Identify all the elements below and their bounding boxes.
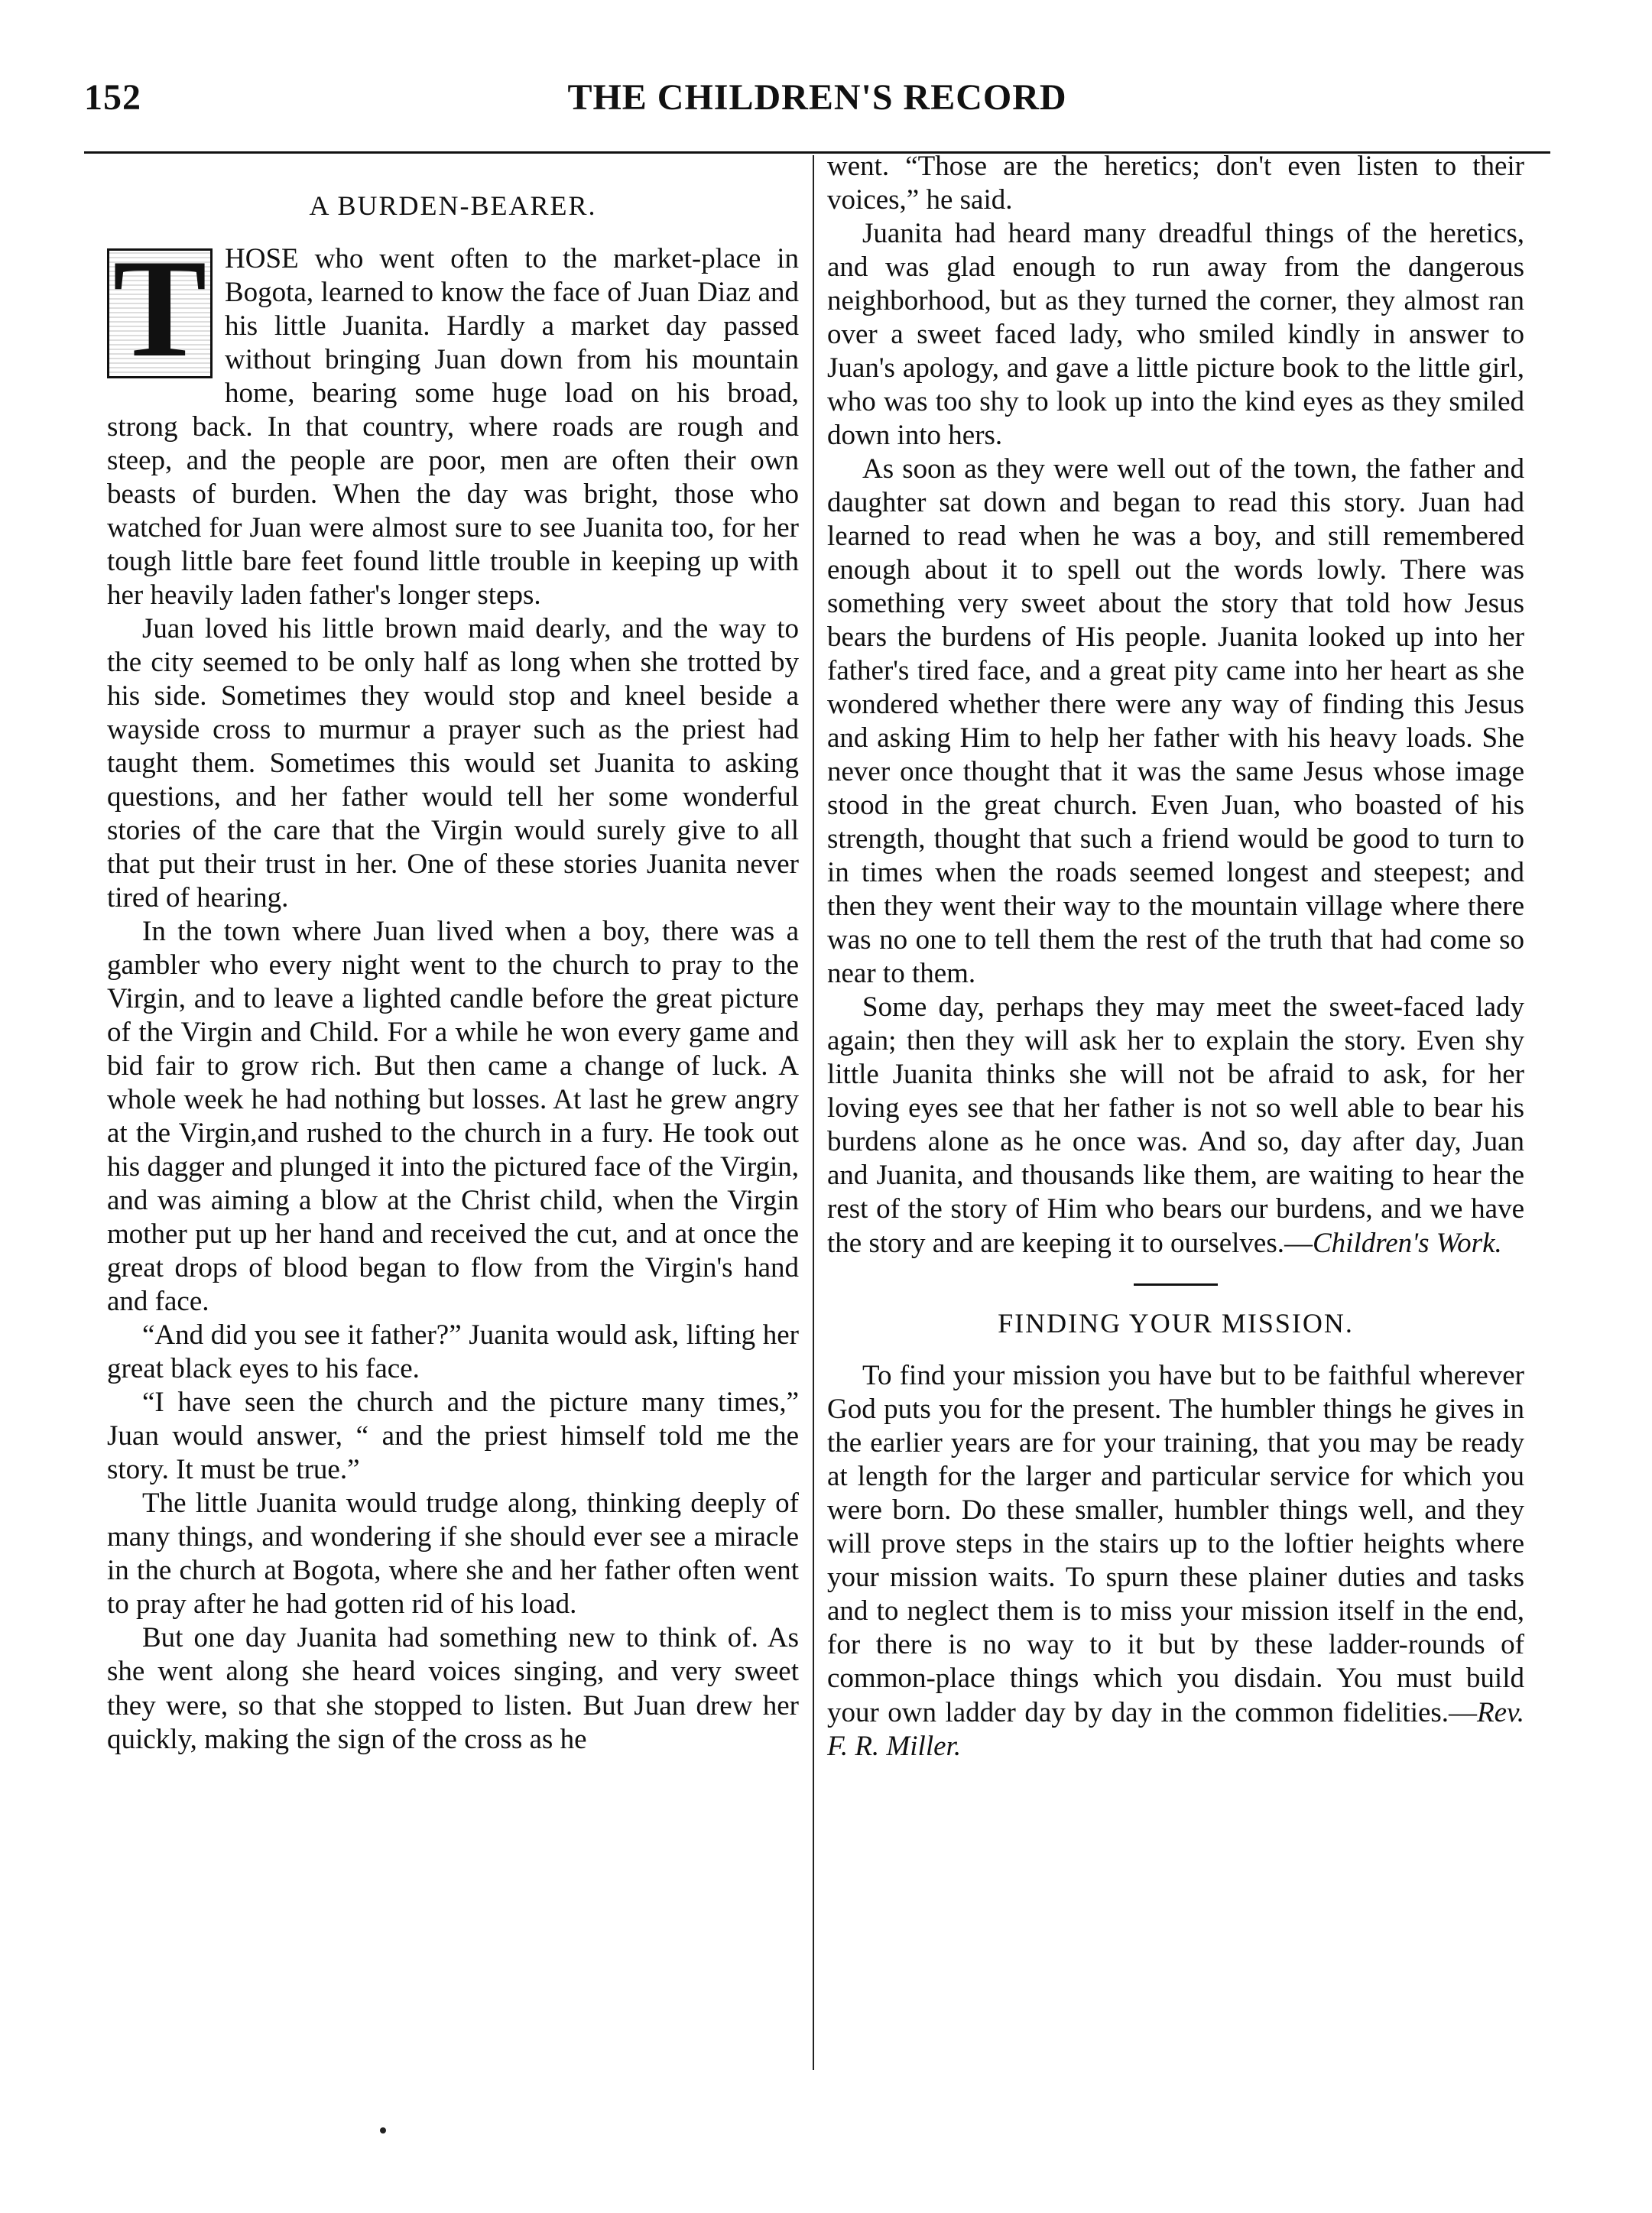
article-paragraph: As soon as they were well out of the town, the father and daughter sat down and began to read this story. Juan had learned to read when he was a boy, and still remembered enough about it to spell out the words lowly. There was something very sweet about the story that told how Jesus bears the burdens of His people. Juanita looked up into her father's tired face, and a great pity came into her heart as she wondered whether there were any way of finding this Jesus and asking Him to help her father with his heavy loads. She never once thought that it was the same Jesus whose image stood in the great church. Even Juan, who boasted of his strength, thought that such a friend would be good to turn to in times when the roads seemed longest and steepest; and then they went their way to the mountain village where there was no one to tell them the rest of the truth that had come so near to them.	[827, 453, 1524, 990]
right-column	[827, 150, 1524, 1764]
article-paragraph: The little Juanita would trudge along, thinking deeply of many things, and wondering if she should ever see a miracle in the church at Bogota, where she and her father often went to pray after he had gotten rid of his load.	[107, 1488, 799, 1621]
page-number: 152	[84, 77, 141, 118]
article-paragraph: Juan loved his little brown maid dearly, and the way to the city seemed to be only half as long when she trotted by his side. Sometimes they would stop and kneel beside a wayside cross to murmur a prayer such as the priest had taught them. Sometimes this would set Juanita to asking questions, and her father would tell her some wonderful stories of the care that the Virgin would surely give to all that put their trust in her. One of these stories Juanita never tired of hearing.	[107, 613, 799, 914]
running-title: THE CHILDREN'S RECORD	[567, 77, 1067, 118]
article-paragraph	[827, 1359, 1524, 1763]
article-paragraph	[827, 991, 1524, 1260]
paragraph-text: Some day, perhaps they may meet the sweet-faced lady again; then they will ask her to explain the story. Even shy little Juanita thinks she will not be afraid to ask, for her loving eyes see that her father is not so well able to bear his burdens alone as he once was. And so, day after day, Juan and Juanita, and thousands like them, are waiting to hear the rest of the story of Him who bears our burdens, and we have the story and are keeping it to ourselves.—	[827, 991, 1524, 1259]
article-paragraph: “And did you see it father?” Juanita would ask, lifting her great black eyes to his face.	[107, 1319, 799, 1385]
article-paragraph: “I have seen the church and the picture many times,” Juan would answer, “ and the priest himself told me the story. It must be true.”	[107, 1387, 799, 1486]
article-paragraph	[107, 229, 799, 612]
column-divider	[813, 155, 814, 2070]
article-title: FINDING YOUR MISSION.	[998, 1307, 1354, 1339]
paragraph-text: HOSE who went often to the market-place in Bogota, learned to know the face of Juan Diaz and his little Juanita. Hardly a market day passed without bringing Juan down from his mountain home, bearing some huge load on his broad, strong back. In that country, where roads are rough and steep, and the people are poor, men are often their own beasts of burden. When the day was bright, those who watched for Juan were almost sure to see Juanita too, for her tough little bare feet found little trouble in keeping up with her heavily laden father's longer steps.	[107, 242, 799, 611]
article-paragraph: But one day Juanita had something new to think of. As she went along she heard voices singing, and very sweet they were, so that she stopped to listen. But Juan drew her quickly, making the sign of the cross as he	[107, 1622, 799, 1755]
article-paragraph: went. “Those are the heretics; don't even listen to their voices,” he said.	[827, 151, 1524, 216]
ink-dot	[380, 2127, 386, 2134]
article-paragraph: In the town where Juan lived when a boy, there was a gambler who every night went to the church to pray to the Virgin, and to leave a lighted candle before the great picture of the Virgin and Child. For a while he won every game and bid fair to grow rich. But then came a change of luck. A whole week he had nothing but losses. At last he grew angry at the Virgin,and rushed to the church in a fury. He took out his dagger and plunged it into the pictured face of the Virgin, and was aiming a blow at the Christ child, when the Virgin mother put up her hand and received the cut, and at once the great drops of blood began to flow from the Virgin's hand and face.	[107, 916, 799, 1318]
page-header	[84, 76, 1550, 130]
article-paragraph: Juanita had heard many dreadful things of the heretics, and was glad enough to run away from the dangerous neighborhood, but as they turned the corner, they almost ran over a sweet faced lady, who smiled kindly in answer to Juan's apology, and gave a little picture book to the little girl, who was too shy to look up into the kind eyes as they smiled down into hers.	[827, 218, 1524, 452]
attribution: Children's Work.	[1313, 1227, 1502, 1259]
drop-cap: T	[107, 248, 213, 378]
paragraph-text: To find your mission you have but to be faithful wherever God puts you for the present. The humbler things he gives in the earlier years are for your training, that you may be ready at length for the larger and particular service for which you were born. Do these smaller, humbler things well, and they will prove steps in the stairs up to the loftier heights where your mission waits. To spurn these plainer duties and tasks and to neglect them is to miss your mission itself in the end, for there is no way to it but by these ladder-rounds of common-place things which you disdain. You must build your own ladder day by day in the common fidelities.—	[827, 1360, 1524, 1728]
section-separator	[1134, 1283, 1218, 1286]
attribution: Rev. F. R. Miller.	[827, 1696, 1524, 1762]
left-column	[107, 168, 799, 1757]
article-title: A BURDEN-BEARER.	[309, 190, 597, 221]
